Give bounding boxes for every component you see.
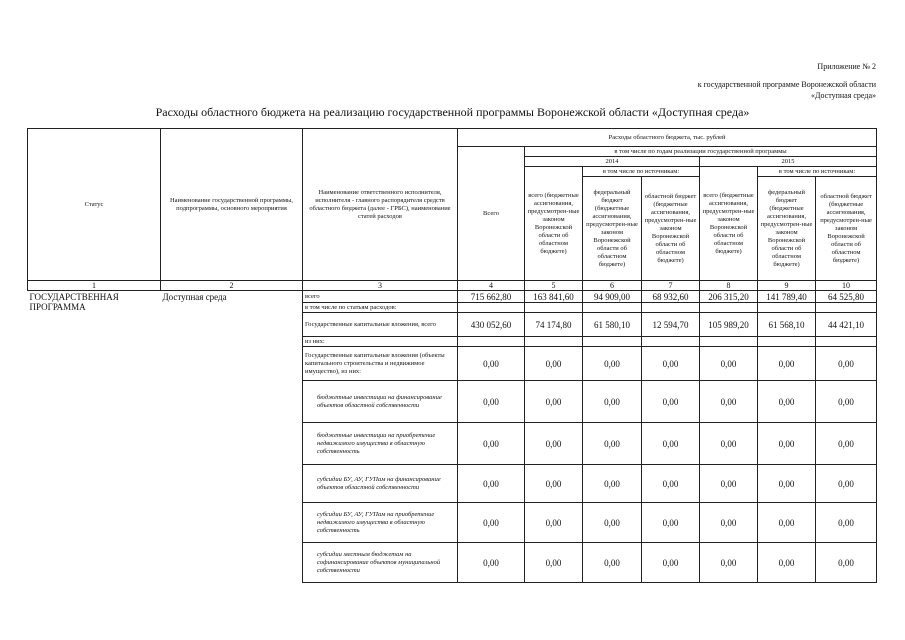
- value-cell: 0,00: [458, 381, 525, 423]
- row-label: бюджетные инвестиции на приобретение недвижимого имущества в областную собственность: [303, 423, 458, 465]
- value-cell: 0,00: [642, 381, 700, 423]
- value-cell: 0,00: [700, 503, 758, 543]
- value-cell: 0,00: [525, 543, 583, 583]
- header-federal-2015: федеральный бюджет (бюджетные ассигнования, предусмотрен-ные законом Воронежской области об областном бюджете): [758, 177, 816, 281]
- value-cell: [700, 337, 758, 347]
- column-number: 1: [28, 281, 161, 291]
- value-cell: 0,00: [525, 347, 583, 381]
- value-cell: [642, 303, 700, 313]
- value-cell: 12 594,70: [642, 313, 700, 337]
- value-cell: [758, 303, 816, 313]
- value-cell: [458, 303, 525, 313]
- value-cell: [525, 337, 583, 347]
- annex-program-name: «Доступная среда»: [810, 91, 876, 100]
- program-cell: Доступная среда: [161, 291, 303, 583]
- header-sources-2014: в том числе по источникам:: [583, 167, 700, 177]
- row-label: всего: [303, 291, 458, 303]
- value-cell: 0,00: [583, 381, 642, 423]
- value-cell: 206 315,20: [700, 291, 758, 303]
- value-cell: 0,00: [700, 543, 758, 583]
- value-cell: 0,00: [816, 465, 877, 503]
- header-year-2015: 2015: [700, 157, 877, 167]
- value-cell: 61 580,10: [583, 313, 642, 337]
- value-cell: 0,00: [700, 381, 758, 423]
- value-cell: 61 568,10: [758, 313, 816, 337]
- value-cell: 0,00: [700, 465, 758, 503]
- value-cell: 105 989,20: [700, 313, 758, 337]
- value-cell: 163 841,60: [525, 291, 583, 303]
- value-cell: [816, 303, 877, 313]
- row-label: Государственные капитальные вложения (объекты капитального строительства и недвижимое имущество), из них:: [303, 347, 458, 381]
- value-cell: 0,00: [758, 465, 816, 503]
- value-cell: 64 525,80: [816, 291, 877, 303]
- value-cell: 0,00: [700, 423, 758, 465]
- row-label: из них:: [303, 337, 458, 347]
- column-number: 8: [700, 281, 758, 291]
- value-cell: [525, 303, 583, 313]
- header-regional-2014: областной бюджет (бюджетные ассигнования, предусмотрен-ные законом Воронежской области об областном бюджете): [642, 177, 700, 281]
- value-cell: 0,00: [458, 503, 525, 543]
- value-cell: 0,00: [642, 543, 700, 583]
- value-cell: 44 421,10: [816, 313, 877, 337]
- value-cell: 430 052,60: [458, 313, 525, 337]
- column-number: 2: [161, 281, 303, 291]
- value-cell: 94 909,00: [583, 291, 642, 303]
- value-cell: 0,00: [758, 347, 816, 381]
- value-cell: [700, 303, 758, 313]
- value-cell: [758, 337, 816, 347]
- value-cell: [816, 337, 877, 347]
- value-cell: 0,00: [583, 503, 642, 543]
- value-cell: [642, 337, 700, 347]
- annex-reference: к государственной программе Воронежской области: [697, 80, 876, 89]
- value-cell: 0,00: [458, 423, 525, 465]
- value-cell: 74 174,80: [525, 313, 583, 337]
- value-cell: 0,00: [583, 543, 642, 583]
- value-cell: 715 662,80: [458, 291, 525, 303]
- column-number: 4: [458, 281, 525, 291]
- value-cell: 0,00: [758, 543, 816, 583]
- header-total: Всего: [458, 147, 525, 281]
- value-cell: 0,00: [583, 347, 642, 381]
- value-cell: 0,00: [642, 347, 700, 381]
- row-label: субсидии БУ, АУ, ГУПам на финансирование объектов областной собственности: [303, 465, 458, 503]
- table-header: [28, 129, 877, 291]
- header-expenses: Расходы областного бюджета, тыс. рублей: [458, 129, 877, 147]
- header-total-2014: всего (бюджетные ассигнования, предусмотрен-ные законом Воронежской области об областном бюджете): [525, 167, 583, 281]
- header-by-years: в том числе по годам реализации государственной программы: [525, 147, 877, 157]
- value-cell: 0,00: [816, 347, 877, 381]
- value-cell: 0,00: [525, 503, 583, 543]
- header-federal-2014: федеральный бюджет (бюджетные ассигнования, предусмотрен-ные законом Воронежской области об областном бюджете): [583, 177, 642, 281]
- value-cell: 0,00: [458, 347, 525, 381]
- header-total-2015: всего (бюджетные ассигнования, предусмотрен-ные законом Воронежской области об областном бюджете): [700, 167, 758, 281]
- row-label: в том числе по статьям расходов:: [303, 303, 458, 313]
- value-cell: 0,00: [758, 381, 816, 423]
- header-status: Статус: [28, 129, 161, 281]
- value-cell: 0,00: [525, 465, 583, 503]
- value-cell: 0,00: [700, 347, 758, 381]
- value-cell: 0,00: [816, 543, 877, 583]
- annex-number: Приложение № 2: [817, 62, 876, 71]
- column-number: 6: [583, 281, 642, 291]
- value-cell: 0,00: [642, 465, 700, 503]
- header-year-2014: 2014: [525, 157, 700, 167]
- row-label: субсидии БУ, АУ, ГУПам на приобретение недвижимого имущества в областную собственность: [303, 503, 458, 543]
- row-label: бюджетные инвестиции на финансирование объектов областной собственности: [303, 381, 458, 423]
- column-number: 7: [642, 281, 700, 291]
- value-cell: 0,00: [583, 465, 642, 503]
- value-cell: 0,00: [642, 503, 700, 543]
- value-cell: 0,00: [458, 543, 525, 583]
- table-body: [28, 291, 877, 583]
- table-row: [28, 291, 877, 303]
- column-number: 3: [303, 281, 458, 291]
- header-regional-2015: областной бюджет (бюджетные ассигнования, предусмотрен-ные законом Воронежской области об областном бюджете): [816, 177, 877, 281]
- status-cell: ГОСУДАРСТВЕННАЯ ПРОГРАММА: [28, 291, 161, 583]
- column-number: 10: [816, 281, 877, 291]
- value-cell: 0,00: [642, 423, 700, 465]
- value-cell: 0,00: [816, 423, 877, 465]
- value-cell: 0,00: [816, 503, 877, 543]
- value-cell: [458, 337, 525, 347]
- value-cell: [583, 337, 642, 347]
- row-label: субсидии местным бюджетам на софинансирование объектов муниципальной собственности: [303, 543, 458, 583]
- column-number: 5: [525, 281, 583, 291]
- value-cell: 0,00: [583, 423, 642, 465]
- header-sources-2015: в том числе по источникам:: [758, 167, 877, 177]
- value-cell: 141 789,40: [758, 291, 816, 303]
- column-number: 9: [758, 281, 816, 291]
- value-cell: 0,00: [758, 423, 816, 465]
- header-program-name: Наименование государственной программы, подпрограммы, основного мероприятия: [161, 129, 303, 281]
- header-executor: Наименование ответственного исполнителя, исполнителя - главного распорядителя средств областного бюджета (далее - ГРБС), наименование статей расходов: [303, 129, 458, 281]
- value-cell: [583, 303, 642, 313]
- budget-table: [27, 128, 877, 583]
- value-cell: 0,00: [458, 465, 525, 503]
- value-cell: 0,00: [525, 423, 583, 465]
- column-number-row: [28, 281, 877, 291]
- value-cell: 0,00: [816, 381, 877, 423]
- value-cell: 0,00: [758, 503, 816, 543]
- value-cell: 68 932,60: [642, 291, 700, 303]
- value-cell: 0,00: [525, 381, 583, 423]
- row-label: Государственные капитальные вложения, всего: [303, 313, 458, 337]
- document-title: Расходы областного бюджета на реализацию государственной программы Воронежской области «Доступная среда»: [155, 105, 750, 119]
